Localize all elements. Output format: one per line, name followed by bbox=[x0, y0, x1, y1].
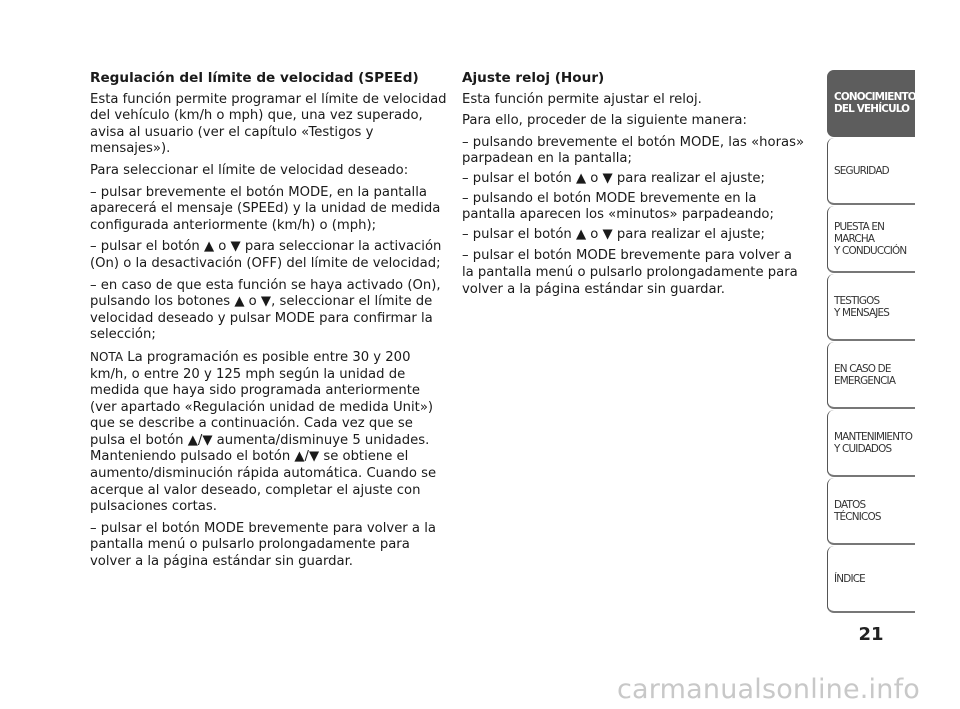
watermark: carmanualsonline.info bbox=[617, 674, 920, 705]
speed-limit-intro: Esta función permite programar el límite de velocidad del vehículo (km/h o mph) que, una vez superado, avisa al usuario (ver el capítulo «Testigos y mensajes»). bbox=[90, 91, 447, 157]
clock-step-1: – pulsando brevemente el botón MODE, las «horas» parpadean en la pantalla; bbox=[462, 134, 805, 167]
tab-en-caso-de-emergencia[interactable]: EN CASO DE EMERGENCIA bbox=[827, 342, 915, 409]
note-text: La programación es posible entre 30 y 200 km/h, o entre 20 y 125 mph según la unidad de medida que haya sido programada anteriormente (ver apartado «Regulación unidad de medida Unit») que se describe a continuación. Cada vez que se pulsa el botón ▲/▼ aumenta/disminuye 5 unidades. Manteniendo pulsado el botón ▲/▼ se obtiene el aumento/disminución rápida automática. Cuando se acerque al valor deseado, completar el ajuste con pulsaciones cortas. bbox=[90, 349, 437, 515]
clock-intro: Esta función permite ajustar el reloj. bbox=[462, 91, 702, 107]
speed-limit-step-3: – en caso de que esta función se haya activado (On), pulsando los botones ▲ o ▼, seleccionar el límite de velocidad deseado y pulsar MODE para confirmar la selección; bbox=[90, 277, 441, 343]
speed-limit-select-intro: Para seleccionar el límite de velocidad deseado: bbox=[90, 162, 409, 178]
speed-limit-note bbox=[90, 349, 448, 516]
chapter-index-tabs bbox=[827, 70, 915, 614]
left-column bbox=[90, 70, 448, 576]
clock-step-3: – pulsando el botón MODE brevemente en la pantalla aparecen los «minutos» parpadeando; bbox=[462, 190, 774, 223]
speed-limit-heading: Regulación del límite de velocidad (SPEEd) bbox=[90, 70, 419, 86]
speed-limit-step-1: – pulsar brevemente el botón MODE, en la pantalla aparecerá el mensaje (SPEEd) y la unidad de medida configurada anteriormente (km/h) o (mph); bbox=[90, 184, 441, 233]
tab-mantenimiento-y-cuidados[interactable]: MANTENIMIENTO Y CUIDADOS bbox=[827, 410, 915, 477]
tab-datos-tecnicos[interactable]: DATOS TÉCNICOS bbox=[827, 478, 915, 545]
speed-limit-step-2: – pulsar el botón ▲ o ▼ para seleccionar la activación (On) o la desactivación (OFF) del límite de velocidad; bbox=[90, 239, 442, 271]
clock-step-4: – pulsar el botón ▲ o ▼ para realizar el ajuste; bbox=[462, 226, 765, 242]
tab-testigos-y-mensajes[interactable]: TESTIGOS Y MENSAJES bbox=[827, 274, 915, 341]
tab-indice[interactable]: ÍNDICE bbox=[827, 546, 915, 613]
page-number: 21 bbox=[858, 624, 884, 645]
tab-puesta-en-marcha[interactable]: PUESTA EN MARCHA Y CONDUCCIÓN bbox=[827, 206, 915, 273]
tab-seguridad[interactable]: SEGURIDAD bbox=[827, 138, 915, 205]
right-column bbox=[462, 70, 807, 303]
clock-heading: Ajuste reloj (Hour) bbox=[462, 70, 605, 86]
clock-step-2: – pulsar el botón ▲ o ▼ para realizar el ajuste; bbox=[462, 170, 765, 186]
clock-procedure-intro: Para ello, proceder de la siguiente manera: bbox=[462, 113, 747, 129]
tab-conocimiento-del-vehiculo[interactable]: CONOCIMIENTO DEL VEHÍCULO bbox=[827, 70, 915, 137]
note-label: NOTA bbox=[90, 349, 124, 364]
speed-limit-step-4: – pulsar el botón MODE brevemente para volver a la pantalla menú o pulsarlo prolongadamente para volver a la página estándar sin guardar. bbox=[90, 520, 436, 570]
clock-step-5: – pulsar el botón MODE brevemente para volver a la pantalla menú o pulsarlo prolongadamente para volver a la página estándar sin guardar. bbox=[462, 248, 798, 297]
